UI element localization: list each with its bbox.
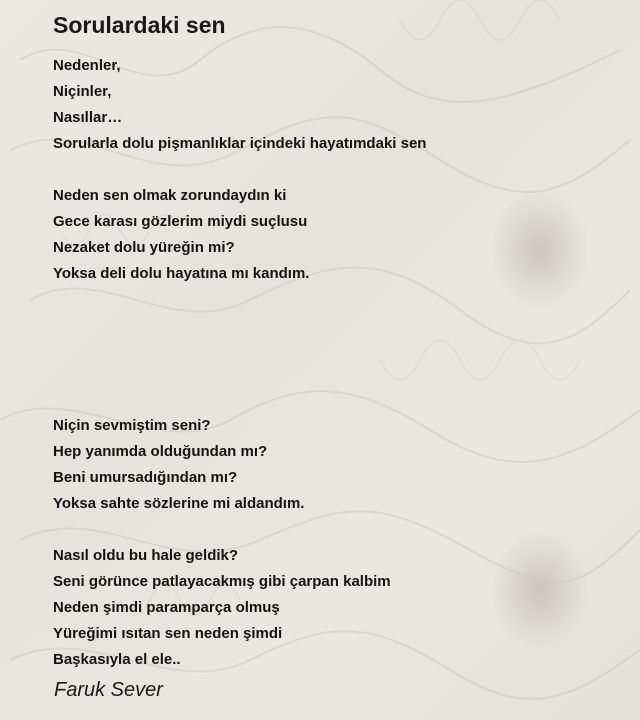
- stanza-1: [53, 53, 623, 157]
- poem-line: Nezaket dolu yüreğin mi?: [53, 239, 235, 256]
- poem-line: Nedenler,: [53, 57, 121, 74]
- poem-line: Başkasıyla el ele..: [53, 651, 181, 668]
- poem-line: Hep yanımda olduğundan mı?: [53, 443, 268, 460]
- poem-line: Neden sen olmak zorundaydın ki: [53, 187, 287, 204]
- poem-body: [53, 53, 623, 699]
- poem-line: Yüreğimi ısıtan sen neden şimdi: [53, 625, 283, 642]
- poem-author: Faruk Sever: [54, 679, 163, 701]
- stanza-2: [53, 183, 623, 287]
- poem-line: Yoksa deli dolu hayatına mı kandım.: [53, 265, 310, 282]
- poem-line: Nasıl oldu bu hale geldik?: [53, 547, 239, 564]
- poem-line: Yoksa sahte sözlerine mi aldandım.: [53, 495, 305, 512]
- poem-title: Sorulardaki sen: [53, 12, 226, 38]
- stanza-3: [53, 413, 623, 517]
- poem-line: Nasıllar…: [53, 109, 123, 126]
- poem-line: Beni umursadığından mı?: [53, 469, 238, 486]
- poem-line: Niçinler,: [53, 83, 112, 100]
- poem-line: Seni görünce patlayacakmış gibi çarpan kalbim: [53, 573, 391, 590]
- poem-line: Sorularla dolu pişmanlıklar içindeki hayatımdaki sen: [53, 135, 427, 152]
- poem-line: Niçin sevmiştim seni?: [53, 417, 211, 434]
- poem-line: Neden şimdi paramparça olmuş: [53, 599, 280, 616]
- stanza-4: [53, 543, 623, 673]
- poem-line: Gece karası gözlerim miydi suçlusu: [53, 213, 308, 230]
